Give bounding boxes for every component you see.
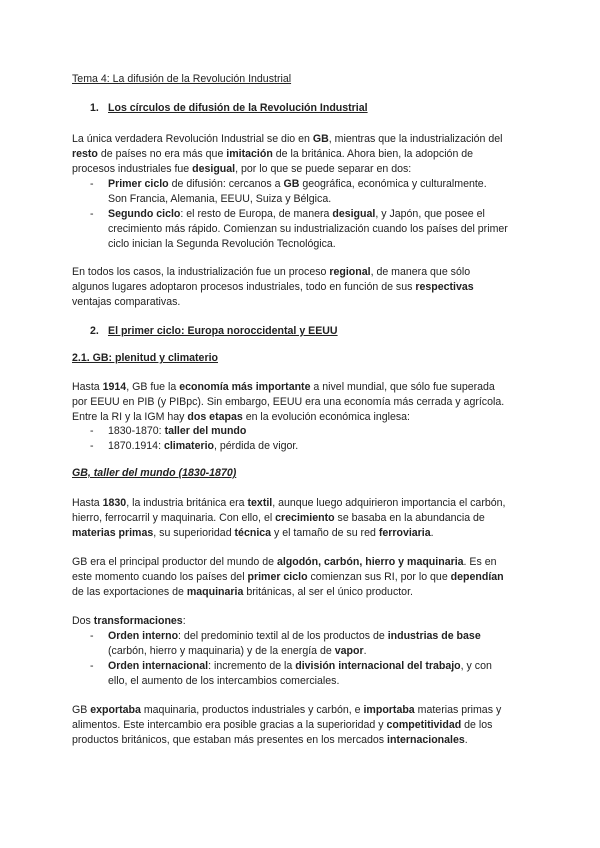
bullet-dash: - <box>90 425 94 437</box>
bullet-dash: - <box>90 208 94 220</box>
section-2-1-heading: 2.1. GB: plenitud y climaterio <box>72 352 218 364</box>
paragraph-line: por EEUU en PIB (y PIBpc). Sin embargo, EEUU era una economía más cerrada y agrícola. <box>72 396 505 408</box>
section-1-number: 1. <box>90 102 99 114</box>
paragraph-line: de las exportaciones de maquinaria británicas, al ser el único productor. <box>72 586 413 598</box>
list-item-continuation: ciclo inician la Segunda Revolución Tecnológica. <box>108 238 336 250</box>
paragraph-line: algunos lugares adoptaron procesos industriales, todo en función de sus respectivas <box>72 281 474 293</box>
paragraph-line: Hasta 1830, la industria británica era textil, aunque luego adquirieron importancia el carbón, <box>72 497 506 509</box>
document-title: Tema 4: La difusión de la Revolución Industrial <box>72 73 292 85</box>
paragraph-line: resto de países no era más que imitación de la británica. Ahora bien, la adopción de <box>72 148 474 160</box>
paragraph-line: GB exportaba maquinaria, productos industriales y carbón, e importaba materias primas y <box>72 704 502 716</box>
paragraph-line: materias primas, su superioridad técnica y el tamaño de su red ferroviaria. <box>72 527 434 539</box>
paragraph-line: En todos los casos, la industrialización fue un proceso regional, de manera que sólo <box>72 266 471 278</box>
list-item-continuation: (carbón, hierro y maquinaria) y de la energía de vapor. <box>108 645 367 657</box>
list-item: Segundo ciclo: el resto de Europa, de manera desigual, y Japón, que posee el <box>108 208 485 220</box>
list-item: Primer ciclo de difusión: cercanos a GB geográfica, económica y culturalmente. <box>108 178 487 190</box>
list-item: Orden internacional: incremento de la división internacional del trabajo, y con <box>108 660 492 672</box>
paragraph-line: La única verdadera Revolución Industrial se dio en GB, mientras que la industrialización del <box>72 133 503 145</box>
list-item: Orden interno: del predominio textil al de los productos de industrias de base <box>108 630 481 642</box>
bullet-dash: - <box>90 660 94 672</box>
bullet-dash: - <box>90 630 94 642</box>
paragraph-line: productos británicos, que estaban más presentes en los mercados internacionales. <box>72 734 468 746</box>
section-2-number: 2. <box>90 325 99 337</box>
paragraph-line: este momento cuando los países del primer ciclo comienzan sus RI, por lo que dependían <box>72 571 504 583</box>
paragraph-line: Entre la RI y la IGM hay dos etapas en la evolución económica inglesa: <box>72 411 410 423</box>
subsection-heading: GB, taller del mundo (1830-1870) <box>72 467 237 479</box>
paragraph-line: Hasta 1914, GB fue la economía más importante a nivel mundial, que sólo fue superada <box>72 381 495 393</box>
list-item-continuation: Son Francia, Alemania, EEUU, Suiza y Bélgica. <box>108 193 332 205</box>
list-item-continuation: crecimiento más rápido. Comienzan su industrialización cuando los países del primer <box>108 223 508 235</box>
bullet-dash: - <box>90 178 94 190</box>
paragraph-line: ventajas comparativas. <box>72 296 181 308</box>
paragraph-line: GB era el principal productor del mundo de algodón, carbón, hierro y maquinaria. Es en <box>72 556 497 568</box>
list-item-continuation: ello, el aumento de los intercambios comerciales. <box>108 675 340 687</box>
section-2-heading: El primer ciclo: Europa noroccidental y EEUU <box>108 325 338 337</box>
paragraph-line: alimentos. Este intercambio era posible gracias a la superioridad y competitividad de los <box>72 719 493 731</box>
section-1-heading: Los círculos de difusión de la Revolución Industrial <box>108 102 368 114</box>
paragraph-line: procesos industriales fue desigual, por lo que se puede separar en dos: <box>72 163 412 175</box>
bullet-dash: - <box>90 440 94 452</box>
paragraph-line: hierro, ferrocarril y maquinaria. Con ello, el crecimiento se basaba en la abundancia de <box>72 512 485 524</box>
list-item: 1830-1870: taller del mundo <box>108 425 247 437</box>
list-item: 1870.1914: climaterio, pérdida de vigor. <box>108 440 299 452</box>
paragraph-line: Dos transformaciones: <box>72 615 186 627</box>
